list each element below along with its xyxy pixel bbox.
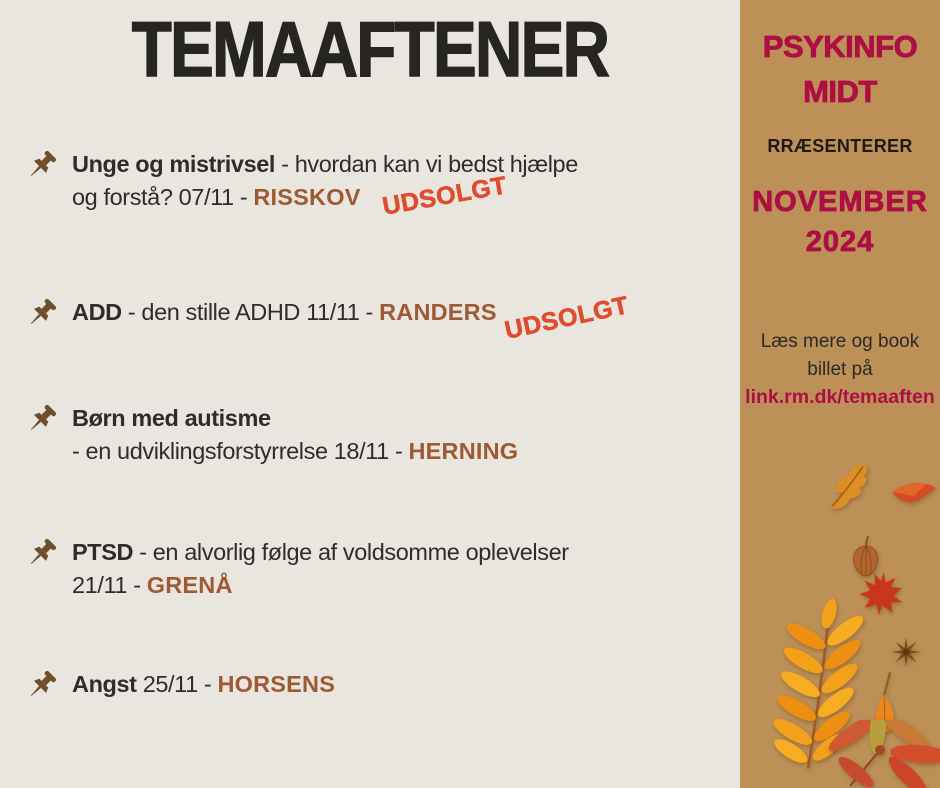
event-title: Børn med autisme: [72, 405, 271, 431]
month-line2: 2024: [805, 226, 875, 258]
event-item-angst: [26, 668, 732, 701]
event-date: 25/11 -: [136, 671, 218, 697]
event-item-unge-og-mistrivsel: [26, 148, 732, 221]
month-label: [740, 182, 940, 262]
event-item-ptsd: [26, 536, 732, 602]
event-description: - hvordan kan vi bedst hjælpe: [275, 151, 578, 177]
oak-leaf-icon: [817, 457, 886, 519]
brand-line1: PSYKINFO: [762, 29, 918, 64]
creeper-leaf-icon: [820, 720, 940, 788]
event-text: [72, 668, 732, 701]
event-text: [72, 536, 732, 602]
event-title: Unge og mistrivsel: [72, 151, 276, 177]
event-title: Angst: [72, 671, 137, 697]
event-title: ADD: [72, 299, 122, 325]
brand-line2: MIDT: [803, 74, 877, 109]
pushpin-icon: [26, 669, 60, 703]
sold-out-stamp: UDSOLGT: [380, 171, 510, 221]
event-location: HERNING: [408, 438, 519, 464]
event-text: [72, 296, 732, 329]
event-location: GRENÅ: [146, 572, 233, 598]
event-description: - den stille ADHD 11/11 -: [121, 299, 380, 325]
event-text: [72, 402, 732, 468]
event-location: RANDERS: [379, 299, 497, 325]
event-date: og forstå? 07/11 -: [72, 184, 254, 210]
event-location: RISSKOV: [253, 184, 361, 210]
event-description: - en udviklingsforstyrrelse 18/11 -: [72, 438, 409, 464]
event-date: 21/11 -: [72, 572, 147, 598]
event-item-boern-med-autisme: [26, 402, 732, 468]
poster-title: TEMAAFTENER: [131, 5, 609, 93]
event-location: HORSENS: [217, 671, 336, 697]
event-description: - en alvorlig følge af voldsomme oplevelser: [133, 539, 569, 565]
sold-out-stamp: UDSOLGT: [502, 291, 632, 345]
event-item-add: [26, 291, 732, 345]
red-leaf-fragment-icon: [890, 480, 938, 508]
booking-link[interactable]: link.rm.dk/temaaften: [745, 386, 935, 408]
month-line1: NOVEMBER: [752, 186, 928, 218]
pushpin-icon: [26, 537, 60, 571]
pushpin-icon: [26, 297, 60, 331]
presents-label: RRÆSENTERER: [767, 136, 913, 156]
pushpin-icon: [26, 403, 60, 437]
star-anise-icon: [890, 636, 922, 668]
pushpin-icon: [26, 149, 60, 183]
sidebar: [740, 0, 940, 788]
brand-title: [740, 24, 940, 114]
event-title: PTSD: [72, 539, 134, 565]
cta-text: Læs mere og book billet på: [760, 331, 920, 380]
